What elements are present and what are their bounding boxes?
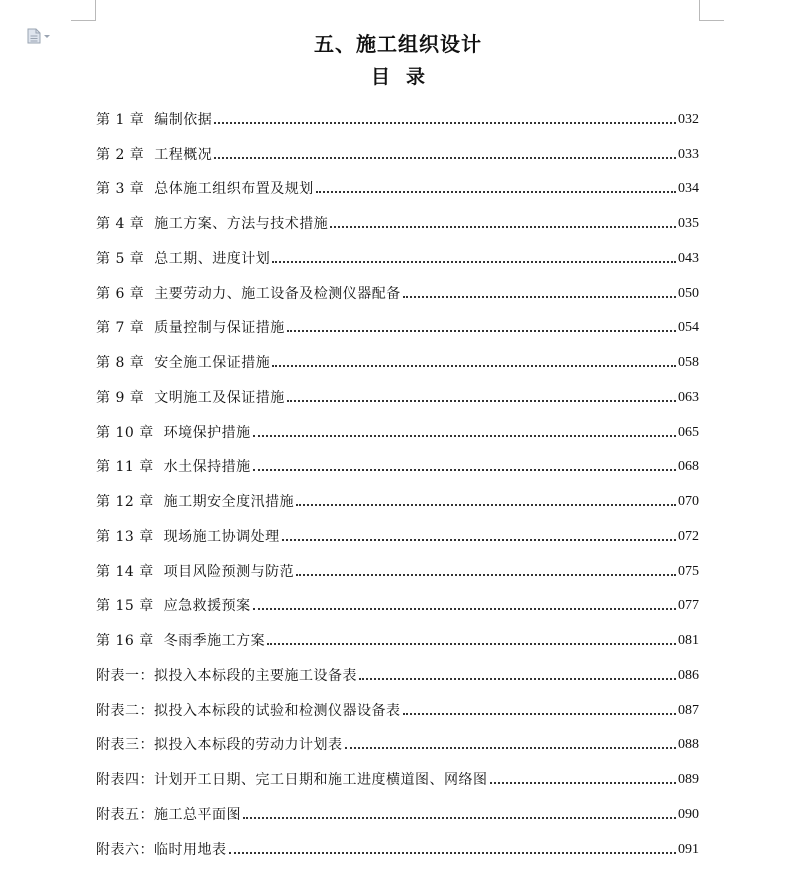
- toc-dot-leader: [359, 677, 676, 680]
- toc-entry-label: 第 10 章 环境保护措施: [96, 424, 251, 441]
- toc-entry-label: 第 11 章 水土保持措施: [96, 459, 251, 476]
- page-margin-corner-top-right: [699, 0, 724, 21]
- toc-entry-page-number: 035: [678, 216, 699, 231]
- toc-entry-label: 附表五：施工总平面图: [96, 806, 241, 823]
- toc-dot-leader: [282, 538, 676, 541]
- toc-entry-label: 第 6 章 主要劳动力、施工设备及检测仪器配备: [96, 285, 401, 302]
- toc-entry-label: 第 1 章 编制依据: [96, 111, 213, 128]
- toc-entry-page-number: 033: [678, 146, 699, 162]
- toc-entry-page-number: 068: [678, 459, 699, 475]
- toc-entry-page-number: 050: [678, 285, 699, 301]
- toc-dot-leader: [253, 468, 676, 471]
- toc-dot-leader: [403, 295, 676, 298]
- toc-entry-page-number: 075: [678, 563, 699, 579]
- toc-entry-page-number: 088: [678, 737, 699, 753]
- toc-entry-page-number: 070: [678, 494, 699, 509]
- toc-entry-label: 第 2 章 工程概况: [96, 146, 213, 163]
- toc-dot-leader: [267, 642, 676, 645]
- toc-dot-leader: [296, 573, 676, 576]
- toc-entry[interactable]: [96, 828, 699, 863]
- toc-dot-leader: [253, 434, 676, 437]
- toc-entry-page-number: 086: [678, 667, 699, 683]
- toc-dot-leader: [287, 399, 676, 402]
- toc-dot-leader: [272, 364, 676, 367]
- toc-heading: [0, 62, 796, 89]
- toc-entry[interactable]: [96, 689, 699, 724]
- toc-entry-page-number: 032: [678, 111, 699, 127]
- toc-entry[interactable]: [96, 585, 699, 620]
- toc-entry[interactable]: [96, 237, 699, 272]
- toc-dot-leader: [345, 746, 677, 749]
- toc-entry[interactable]: [96, 411, 699, 446]
- toc-entry-page-number: 091: [678, 841, 699, 857]
- toc-entry-label: 第 12 章 施工期安全度汛措施: [96, 494, 295, 510]
- toc-entry-label: 第 7 章 质量控制与保证措施: [96, 320, 285, 337]
- toc-dot-leader: [253, 607, 676, 610]
- toc-dot-leader: [214, 121, 676, 124]
- toc-entry[interactable]: [96, 724, 699, 759]
- toc-entry[interactable]: [96, 619, 699, 654]
- toc-dot-leader: [296, 503, 676, 506]
- toc-entry-label: 附表三：拟投入本标段的劳动力计划表: [96, 737, 343, 754]
- toc-entry-label: 附表一：拟投入本标段的主要施工设备表: [96, 667, 357, 684]
- toc-entry-page-number: 077: [678, 598, 699, 614]
- toc-entry-label: 第 3 章 总体施工组织布置及规划: [96, 181, 314, 198]
- toc-entry[interactable]: [96, 654, 699, 689]
- toc-entry[interactable]: [96, 272, 699, 307]
- toc-entry[interactable]: [96, 758, 699, 793]
- toc-entry-label: 第 9 章 文明施工及保证措施: [96, 389, 285, 406]
- toc-dot-leader: [229, 851, 677, 854]
- toc-entry[interactable]: [96, 550, 699, 585]
- toc-entry-label: 第 8 章 安全施工保证措施: [96, 355, 271, 371]
- toc-entry-label: 第 15 章 应急救援预案: [96, 598, 251, 615]
- toc-entry-page-number: 063: [678, 389, 699, 405]
- toc-entry[interactable]: [96, 376, 699, 411]
- toc-entry[interactable]: [96, 515, 699, 550]
- toc-entry-label: 第 16 章 冬雨季施工方案: [96, 633, 266, 649]
- table-of-contents: [96, 98, 699, 863]
- toc-entry-page-number: 054: [678, 320, 699, 336]
- toc-entry-page-number: 065: [678, 424, 699, 440]
- toc-dot-leader: [403, 712, 677, 715]
- toc-dot-leader: [490, 781, 677, 784]
- toc-entry-label: 第 4 章 施工方案、方法与技术措施: [96, 216, 329, 232]
- toc-entry-page-number: 072: [678, 528, 699, 544]
- toc-entry-page-number: 034: [678, 181, 699, 197]
- toc-entry[interactable]: [96, 341, 699, 376]
- toc-entry-page-number: 087: [678, 702, 699, 718]
- toc-entry[interactable]: [96, 793, 699, 828]
- toc-entry[interactable]: [96, 480, 699, 515]
- toc-entry[interactable]: [96, 446, 699, 481]
- toc-entry-label: 附表四：计划开工日期、完工日期和施工进度横道图、网络图: [96, 772, 488, 788]
- toc-entry-label: 附表二：拟投入本标段的试验和检测仪器设备表: [96, 702, 401, 719]
- page-margin-corner-top-left: [71, 0, 96, 21]
- toc-dot-leader: [243, 816, 676, 819]
- toc-dot-leader: [287, 329, 676, 332]
- toc-entry-label: 第 14 章 项目风险预测与防范: [96, 563, 295, 580]
- toc-dot-leader: [214, 156, 676, 159]
- toc-dot-leader: [316, 190, 676, 193]
- toc-entry-page-number: 058: [678, 355, 699, 370]
- toc-entry-page-number: 081: [678, 633, 699, 648]
- toc-dot-leader: [330, 225, 676, 228]
- toc-entry-label: 附表六：临时用地表: [96, 841, 227, 858]
- page-title: 五、施工组织设计: [314, 32, 482, 56]
- toc-dot-leader: [272, 260, 676, 263]
- toc-entry[interactable]: [96, 202, 699, 237]
- toc-entry[interactable]: [96, 307, 699, 342]
- toc-entry-label: 第 5 章 总工期、进度计划: [96, 250, 271, 267]
- toc-entry[interactable]: [96, 168, 699, 203]
- toc-entry-page-number: 089: [678, 772, 699, 787]
- toc-entry-page-number: 090: [678, 806, 699, 822]
- toc-entry-page-number: 043: [678, 250, 699, 266]
- toc-entry-label: 第 13 章 现场施工协调处理: [96, 528, 280, 545]
- toc-entry[interactable]: [96, 133, 699, 168]
- toc-entry[interactable]: [96, 98, 699, 133]
- toc-heading-text: 目录: [370, 66, 441, 88]
